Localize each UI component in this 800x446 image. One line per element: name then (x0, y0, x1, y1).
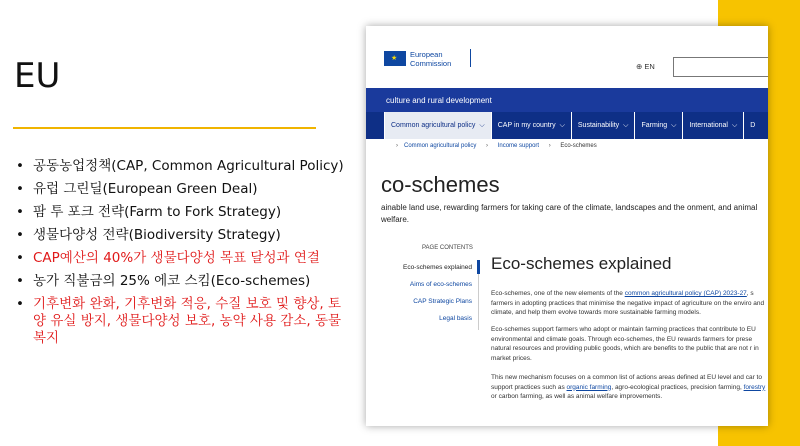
paragraph-3 (491, 373, 768, 402)
bullet-item-highlight: • CAP예산의 40%가 생물다양성 목표 달성과 연결 (14, 250, 344, 267)
page-lead: ainable land use, rewarding farmers for taking care of the climate, landscapes and the onment, and animal welfare. (381, 203, 758, 224)
chevron-down-icon: ⌵ (731, 121, 738, 129)
nav-label: Farming (641, 122, 668, 129)
nav-item-cap[interactable] (385, 112, 492, 139)
nav-spacer (366, 112, 385, 139)
nav-label: D (750, 122, 756, 129)
section-title: Eco-schemes explained (491, 254, 672, 273)
bullet-item: • 유럽 그린딜(European Green Deal) (14, 181, 344, 198)
nav-item-international[interactable] (683, 112, 744, 139)
toc-active-marker (477, 260, 480, 274)
cap-link[interactable]: common agricultural policy (CAP) 2023-27 (624, 290, 747, 297)
search-input[interactable] (673, 57, 768, 77)
bullet-item-highlight: • 기후변화 완화, 기후변화 적응, 수질 보호 및 향상, 토양 유실 방지, 생물다양성 보호, 농약 사용 감소, 동물복지 (14, 296, 344, 347)
slide-title: EU (14, 56, 61, 96)
main-nav (366, 112, 768, 139)
toc-item[interactable]: Eco-schemes explained (402, 264, 472, 271)
ec-logo-text[interactable] (410, 50, 451, 68)
title-underline (13, 127, 316, 129)
dg-title[interactable]: culture and rural development (386, 96, 492, 105)
nav-item-farming[interactable] (635, 112, 683, 139)
bullet-item: • 생물다양성 전략(Biodiversity Strategy) (14, 227, 344, 244)
toc-item[interactable]: CAP Strategic Plans (413, 298, 472, 305)
breadcrumb-separator: › (486, 143, 489, 149)
breadcrumb-separator: › (548, 143, 551, 149)
embedded-screenshot (366, 26, 768, 426)
breadcrumb (404, 143, 597, 149)
paragraph-text: , s farmers in adopting practices that minimise the negative impact of agriculture on the enviro and climate, and help them evolve towards more sustainable farming models. (491, 290, 765, 316)
logo-divider (470, 49, 471, 67)
breadcrumb-link[interactable]: Income support (497, 143, 540, 149)
nav-item-more[interactable] (744, 112, 761, 139)
organic-farming-link[interactable]: organic farming (566, 383, 612, 391)
bullet-item: • 농가 직불금의 25% 에코 스킴(Eco-schemes) (14, 273, 344, 290)
nav-label: International (689, 122, 728, 129)
toc-item[interactable]: Aims of eco-schemes (409, 281, 472, 288)
site-header (366, 26, 768, 88)
language-selector[interactable] (636, 62, 655, 71)
paragraph-text: , agro-ecological practices, precision farming, (611, 383, 744, 391)
nav-label: Sustainability (577, 122, 620, 129)
nav-label: Common agricultural policy (391, 122, 476, 129)
logo-line-1: European (410, 50, 443, 59)
nav-item-cap-country[interactable] (492, 112, 572, 139)
chevron-down-icon: ⌵ (479, 121, 485, 129)
breadcrumb-current: Eco-schemes (560, 143, 597, 149)
logo-line-2: Commission (410, 59, 452, 68)
bullet-item: • 팜 투 포크 전략(Farm to Fork Strategy) (14, 204, 344, 221)
paragraph-text: This new mechanism focuses on a common list of actions areas defined at EU level and car to support practices such as (491, 374, 762, 391)
page-title: co-schemes (381, 172, 500, 197)
nav-item-sustainability[interactable] (572, 112, 636, 139)
paragraph-text: Eco-schemes, one of the new elements of the (491, 290, 625, 297)
bullet-item: • 공동농업정책(CAP, Common Agricultural Policy) (14, 158, 344, 175)
toc-heading: PAGE CONTENTS (422, 245, 473, 251)
toc-item[interactable]: Legal basis (439, 315, 472, 322)
paragraph-2: Eco-schemes support farmers who adopt or maintain farming practices that contribute to EU environmental and climate goals. Through eco-schemes, the EU rewards farmers for prese natural resources and providing public goods, which are benefits to the public that are not r in market prices. (491, 326, 759, 362)
nav-label: CAP in my country (497, 122, 556, 129)
chevron-down-icon: ⌵ (671, 121, 677, 129)
eu-flag-icon (384, 51, 406, 66)
chevron-down-icon: ⌵ (623, 121, 629, 129)
chevron-down-icon: ⌵ (559, 121, 565, 129)
bullet-list (14, 158, 344, 353)
paragraph-text: or carbon farming, as well as animal welfare improvements. (491, 393, 663, 400)
language-label: EN (644, 62, 655, 71)
breadcrumb-link[interactable]: Common agricultural policy (404, 143, 477, 149)
globe-icon: ⊕ (636, 62, 643, 71)
paragraph-1 (491, 289, 768, 318)
forestry-link[interactable]: forestry (743, 383, 766, 391)
breadcrumb-separator: › (396, 143, 398, 149)
